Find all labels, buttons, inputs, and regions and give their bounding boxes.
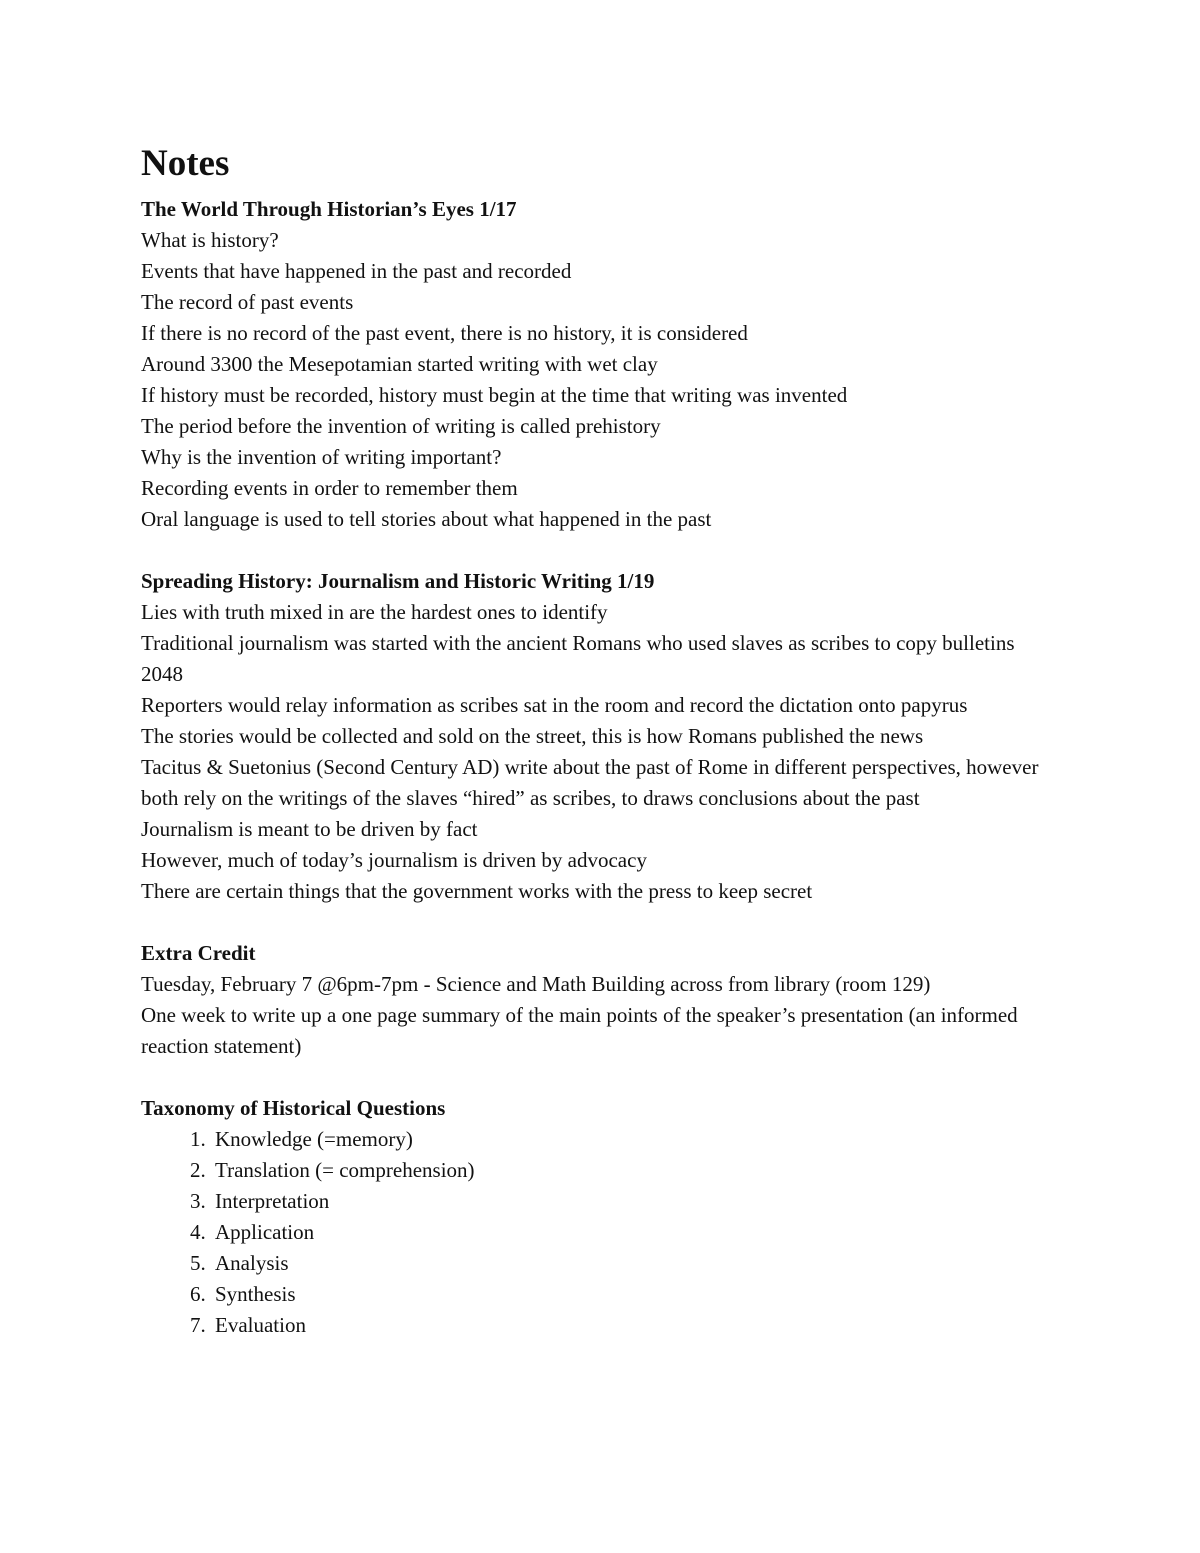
list-item: 5. Analysis — [211, 1248, 1061, 1279]
section-heading: Extra Credit — [141, 941, 256, 965]
note-line: The record of past events — [141, 290, 354, 314]
note-line: One week to write up a one page summary of the main points of the speaker’s presentation (an informed reaction statement) — [141, 1003, 1018, 1058]
note-line: Tuesday, February 7 @6pm-7pm - Science and Math Building across from library (room 129) — [141, 972, 931, 996]
list-item: 6. Synthesis — [211, 1279, 1061, 1310]
list-item: 3. Interpretation — [211, 1186, 1061, 1217]
document-page — [141, 140, 1061, 1341]
list-item: 7. Evaluation — [211, 1310, 1061, 1341]
note-line: Traditional journalism was started with the ancient Romans who used slaves as scribes to copy bulletins 2048 — [141, 631, 1015, 686]
note-line: If history must be recorded, history must begin at the time that writing was invented — [141, 383, 848, 407]
note-line: What is history? — [141, 228, 279, 252]
note-line: Tacitus & Suetonius (Second Century AD) write about the past of Rome in different perspectives, however both rely on the writings of the slaves “hired” as scribes, to draws conclusions about the past — [141, 755, 1039, 810]
list-item: 1. Knowledge (=memory) — [211, 1124, 1061, 1155]
section-extra-credit — [141, 938, 1061, 1062]
note-line: If there is no record of the past event, there is no history, it is considered — [141, 321, 748, 345]
section-heading: The World Through Historian’s Eyes 1/17 — [141, 197, 517, 221]
note-line: Lies with truth mixed in are the hardest ones to identify — [141, 600, 608, 624]
section-heading: Taxonomy of Historical Questions — [141, 1096, 446, 1120]
note-line: Events that have happened in the past and recorded — [141, 259, 572, 283]
section-historians-eyes — [141, 194, 1061, 535]
note-line: Recording events in order to remember them — [141, 476, 518, 500]
note-line: There are certain things that the government works with the press to keep secret — [141, 879, 813, 903]
note-line: Reporters would relay information as scribes sat in the room and record the dictation onto papyrus — [141, 693, 968, 717]
blank-line — [141, 907, 1061, 938]
document-title: Notes — [141, 143, 230, 184]
note-line: Oral language is used to tell stories about what happened in the past — [141, 507, 712, 531]
note-line: Journalism is meant to be driven by fact — [141, 817, 478, 841]
note-line: The stories would be collected and sold on the street, this is how Romans published the news — [141, 724, 924, 748]
blank-line — [141, 1062, 1061, 1093]
note-line: Why is the invention of writing important? — [141, 445, 502, 469]
section-taxonomy — [141, 1093, 1061, 1341]
note-line: The period before the invention of writing is called prehistory — [141, 414, 661, 438]
taxonomy-list — [141, 1124, 1061, 1341]
list-item: 2. Translation (= comprehension) — [211, 1155, 1061, 1186]
section-heading: Spreading History: Journalism and Historic Writing 1/19 — [141, 569, 655, 593]
section-spreading-history — [141, 566, 1061, 907]
list-item: 4. Application — [211, 1217, 1061, 1248]
note-line: However, much of today’s journalism is driven by advocacy — [141, 848, 647, 872]
note-line: Around 3300 the Mesepotamian started writing with wet clay — [141, 352, 658, 376]
blank-line — [141, 535, 1061, 566]
